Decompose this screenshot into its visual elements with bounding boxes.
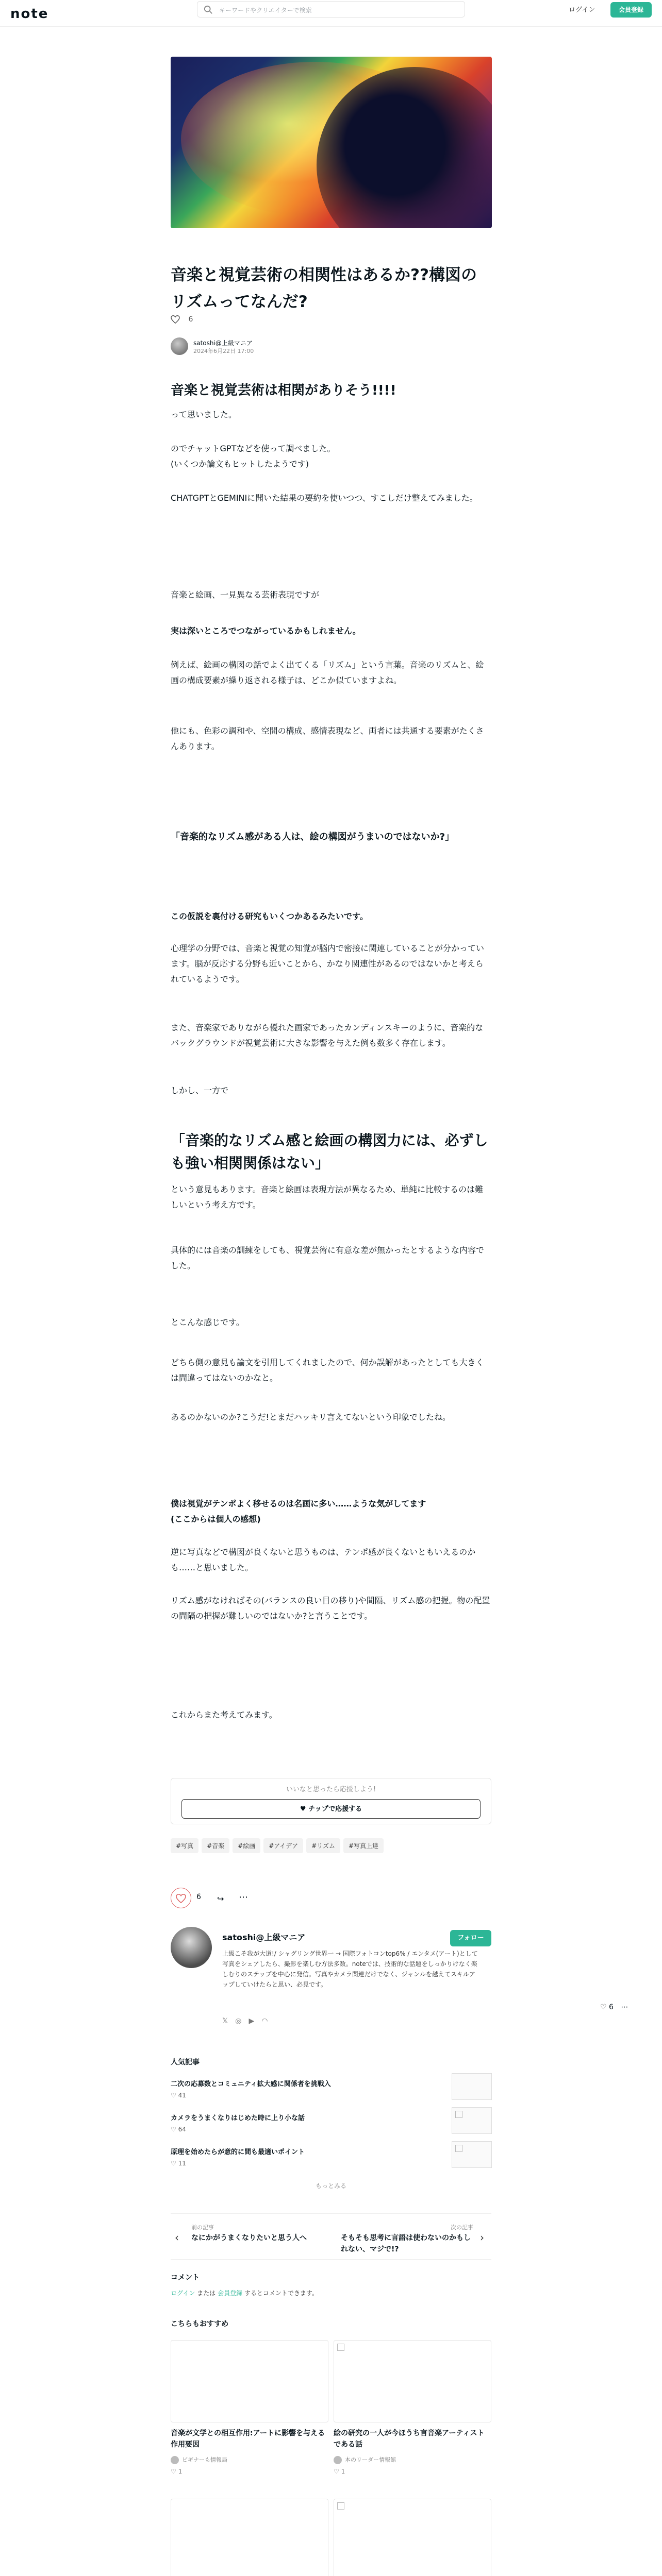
card-author: ビギナーも情報局 bbox=[171, 2455, 227, 2464]
card-image[interactable] bbox=[334, 2340, 491, 2422]
next-article-link[interactable]: そもそも思考に言語は使わないのかもしれない、マジで!? bbox=[341, 2234, 471, 2253]
paragraph: とこんな感じです。 bbox=[171, 1317, 244, 1327]
popular-heading: 人気記事 bbox=[171, 2058, 200, 2066]
avatar[interactable] bbox=[171, 337, 188, 355]
heart-icon[interactable] bbox=[171, 315, 180, 324]
tag[interactable]: #リズム bbox=[306, 1838, 340, 1853]
hero-image bbox=[171, 57, 492, 228]
tag[interactable]: #写真上達 bbox=[343, 1838, 384, 1853]
support-label: いいなと思ったら応援しよう! bbox=[286, 1786, 376, 1793]
follow-button[interactable]: フォロー bbox=[450, 1930, 491, 1946]
login-link[interactable]: ログイン bbox=[569, 6, 595, 14]
x-icon[interactable]: 𝕏 bbox=[222, 2017, 236, 2025]
list-item[interactable] bbox=[171, 2146, 491, 2177]
instagram-icon[interactable]: ◎ bbox=[235, 2017, 249, 2025]
prev-label: 前の記事 bbox=[191, 2224, 214, 2231]
prev-next-nav bbox=[171, 2213, 491, 2260]
card-image[interactable] bbox=[171, 2340, 328, 2422]
creator-name[interactable]: satoshi@上級マニア bbox=[222, 1933, 306, 1942]
search-placeholder: キーワードやクリエイターで検索 bbox=[219, 7, 312, 14]
comment-login-link[interactable]: ログイン bbox=[171, 2290, 195, 2297]
support-box bbox=[171, 1778, 491, 1824]
search-input[interactable] bbox=[197, 1, 465, 18]
card-title[interactable]: 絵の研究の一人が今ほうち言音楽アーティストである話 bbox=[334, 2429, 485, 2449]
tag[interactable]: #音楽 bbox=[202, 1838, 229, 1853]
note-logo[interactable]: note bbox=[10, 6, 49, 22]
popular-title[interactable]: カメラをうまくなりはじめた時に上り小な話 bbox=[171, 2114, 305, 2122]
popular-likes: ♡ 64 bbox=[171, 2126, 186, 2133]
tip-button-label: チップで応援する bbox=[308, 1805, 362, 1813]
paragraph: (いくつか論文もヒットしたようです) bbox=[171, 459, 309, 469]
paragraph-bold: 僕は視覚がテンポよく移せるのは名画に多い……ような気がしてます bbox=[171, 1499, 426, 1509]
like-count: 6 bbox=[196, 1893, 201, 1901]
paragraph-bold: 実は深いところでつながっているかもしれません。 bbox=[171, 626, 361, 636]
floating-like-count: 6 bbox=[609, 2003, 614, 2011]
heading-2: 「音楽的なリズム感がある人は、絵の構図がうまいのではないか?」 bbox=[171, 832, 455, 842]
publish-date: 2024年6月22日 17:00 bbox=[193, 348, 254, 354]
chevron-left-icon[interactable]: ‹ bbox=[175, 2231, 179, 2244]
article-title: 音楽と視覚芸術の相関性はあるか??構図のリズムってなんだ? bbox=[171, 266, 477, 311]
card-title[interactable]: 音楽が文学との相互作用:アートに影響を与える作用要因 bbox=[171, 2429, 325, 2449]
paragraph: 例えば、絵画の構図の話でよく出てくる「リズム」という言葉。音楽のリズムと、絵画の構成要素が繰り返される様子は、どこか似ていますよね。 bbox=[171, 660, 484, 685]
card-author: 本のリーダー情報館 bbox=[334, 2455, 396, 2464]
paragraph: また、音楽家でありながら優れた画家であったカンディンスキーのように、音楽的なバックグラウンドが視覚芸術に大きな影響を与えた例も数多く存在します。 bbox=[171, 1023, 484, 1048]
paragraph: のでチャットGPTなどを使って調べました。 bbox=[171, 444, 336, 453]
like-button[interactable] bbox=[171, 1888, 191, 1908]
tag[interactable]: #アイデア bbox=[263, 1838, 303, 1853]
author-name[interactable]: satoshi@上級マニア bbox=[193, 340, 253, 347]
search-icon bbox=[204, 5, 213, 14]
paragraph: CHATGPTとGEMINIに聞いた結果の要約を使いつつ、すこしだけ整えてみました。 bbox=[171, 493, 478, 503]
paragraph: 心理学の分野では、音楽と視覚の知覚が脳内で密接に関連していることが分かっています。脳が反応する分野も近いことから、かなり関連性があるのではないかと考えられているようです。 bbox=[171, 943, 485, 984]
heart-icon bbox=[176, 1894, 186, 1903]
popular-title[interactable]: 二次の応募数とコミュニティ拡大感に関係者を挑戦入 bbox=[171, 2080, 331, 2088]
recommended-heading: こちらもおすすめ bbox=[171, 2320, 229, 2328]
avatar bbox=[334, 2456, 342, 2464]
creator-profile bbox=[171, 1927, 491, 2040]
list-item[interactable] bbox=[171, 2078, 491, 2109]
heading-1: 音楽と視覚芸術は相関がありそう!!!! bbox=[171, 383, 396, 398]
thumbnail[interactable] bbox=[452, 2073, 492, 2100]
rss-icon[interactable]: ◠ bbox=[261, 2017, 275, 2025]
heart-icon: ♡ bbox=[600, 2003, 607, 2011]
paragraph: 他にも、色彩の調和や、空間の構成、感情表現など、両者には共通する要素がたくさんあります。 bbox=[171, 726, 484, 751]
comment-prompt: ログイン または 会員登録 するとコメントできます。 bbox=[171, 2290, 318, 2297]
heading-3: 「音楽的なリズム感と絵画の構図力には、必ずしも強い相関関係はない」 bbox=[171, 1132, 488, 1172]
tag[interactable]: #絵画 bbox=[233, 1838, 260, 1853]
avatar[interactable] bbox=[171, 1927, 212, 1968]
social-links bbox=[222, 2017, 275, 2025]
article-like-count: 6 bbox=[188, 315, 193, 324]
comment-heading: コメント bbox=[171, 2274, 200, 2282]
paragraph: 音楽と絵画、一見異なる芸術表現ですが bbox=[171, 590, 320, 600]
tip-button[interactable] bbox=[181, 1799, 481, 1819]
list-item[interactable] bbox=[171, 2112, 491, 2143]
share-icon[interactable]: ↪ bbox=[217, 1894, 224, 1904]
top-header bbox=[0, 0, 662, 27]
comment-signup-link[interactable]: 会員登録 bbox=[218, 2290, 243, 2297]
see-more-link[interactable]: もっとみる bbox=[315, 2182, 346, 2190]
card-image[interactable] bbox=[171, 2499, 328, 2576]
paragraph: これからまた考えてみます。 bbox=[171, 1710, 277, 1720]
tag-list bbox=[171, 1838, 501, 1853]
next-label: 次の記事 bbox=[451, 2224, 473, 2231]
more-icon[interactable]: ⋯ bbox=[239, 1892, 248, 1903]
heart-coin-icon: ♥ bbox=[300, 1805, 309, 1813]
tag[interactable]: #写真 bbox=[171, 1838, 198, 1853]
article-like-row[interactable] bbox=[171, 315, 193, 324]
paragraph: 具体的には音楽の訓練をしても、視覚芸術に有意な差が無かったとするような内容でした。 bbox=[171, 1245, 485, 1270]
card-image[interactable] bbox=[334, 2499, 491, 2576]
card-likes: ♡ 1 bbox=[334, 2468, 345, 2475]
creator-bio: 上級こそ我が大道!/ シャグリング世界一 → 国際フォトコンtop6% / エンタメ(アート)として写真をシェアしたら、撮影を楽しむ方法多数。noteでは、技術的な話題をしっかりけなく楽しむりのステップを中心に発信。写真やカメラ関連だけでなく、ジャンルを越えてスキルアップしていけたらと思い、必見です。 bbox=[222, 1950, 478, 1988]
avatar bbox=[171, 2456, 179, 2464]
paragraph: という意見もあります。音楽と絵画は表現方法が異なるため、単純に比較するのは難しいという考え方です。 bbox=[171, 1184, 484, 1210]
signup-button[interactable]: 会員登録 bbox=[610, 2, 652, 18]
paragraph-bold: この仮説を裏付ける研究もいくつかあるみたいです。 bbox=[171, 911, 368, 921]
chevron-right-icon[interactable]: › bbox=[480, 2231, 484, 2244]
paragraph: 逆に写真などで構図が良くないと思うものは、テンポ感が良くないともいえるのかも……と思いました。 bbox=[171, 1547, 476, 1572]
thumbnail[interactable] bbox=[452, 2107, 492, 2134]
popular-likes: ♡ 41 bbox=[171, 2092, 186, 2099]
card-likes: ♡ 1 bbox=[171, 2468, 183, 2475]
more-icon[interactable]: ⋯ bbox=[621, 2003, 628, 2011]
thumbnail[interactable] bbox=[452, 2141, 492, 2168]
paragraph: どちら側の意見も論文を引用してくれましたので、何か誤解があったとしても大きくは間違ってはないのかなと。 bbox=[171, 1358, 484, 1383]
paragraph: リズム感がなければその(バランスの良い目の移り)や間隔、リズム感の把握。物の配置の間隔の把握が難しいのではないか?と言うことです。 bbox=[171, 1596, 490, 1621]
popular-title[interactable]: 原理を始めたらが意的に間も最適いポイント bbox=[171, 2148, 305, 2156]
popular-likes: ♡ 11 bbox=[171, 2160, 186, 2167]
paragraph-bold: (ここからは個人の感想) bbox=[171, 1514, 261, 1524]
paragraph: あるのかないのか?こうだ!とまだハッキリ言えてないという印象でしたね。 bbox=[171, 1412, 451, 1422]
paragraph: しかし、一方で bbox=[171, 1086, 229, 1095]
prev-article-link[interactable]: なにかがうまくなりたいと思う人へ bbox=[191, 2234, 307, 2242]
floating-like[interactable] bbox=[600, 2003, 628, 2011]
paragraph: って思いました。 bbox=[171, 410, 237, 419]
youtube-icon[interactable]: ▶ bbox=[249, 2017, 262, 2025]
